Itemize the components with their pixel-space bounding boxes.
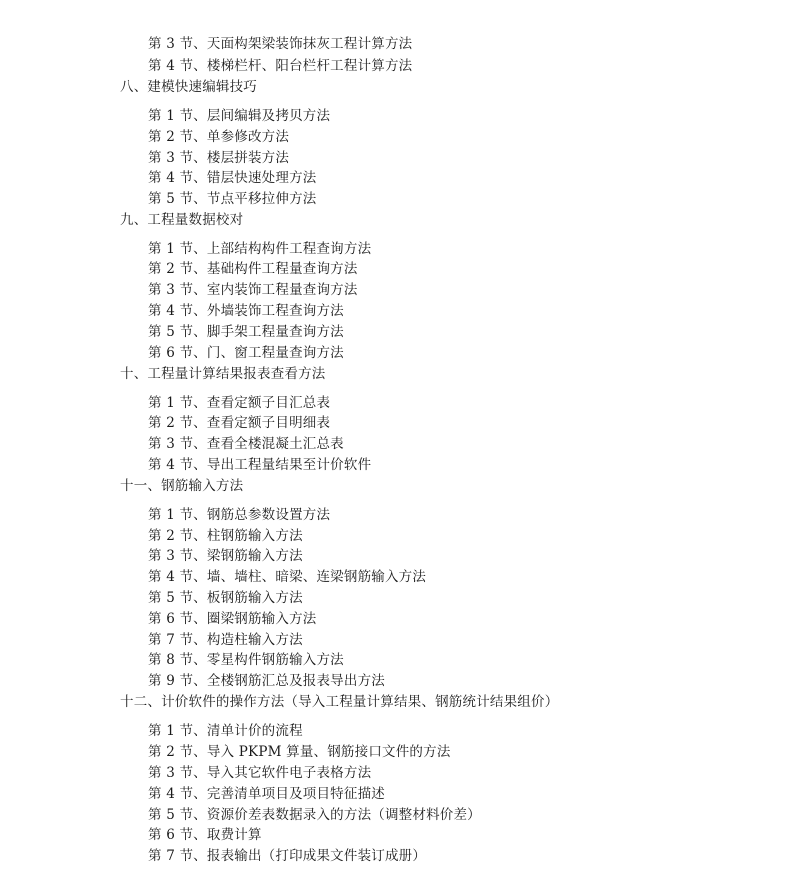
toc-section: 第 2 节、基础构件工程量查询方法: [148, 261, 358, 277]
toc-section: 第 3 节、室内装饰工程量查询方法: [148, 282, 358, 298]
toc-section: 第 3 节、天面构架梁装饰抹灰工程计算方法: [148, 36, 413, 52]
toc-section: 第 1 节、查看定额子目汇总表: [148, 395, 331, 411]
toc-section: 第 1 节、清单计价的流程: [148, 723, 303, 739]
toc-section: 第 8 节、零星构件钢筋输入方法: [148, 652, 344, 668]
toc-chapter: 十、工程量计算结果报表查看方法: [120, 366, 326, 382]
toc-section: 第 4 节、外墙装饰工程查询方法: [148, 303, 344, 319]
toc-section: 第 3 节、楼层拼装方法: [148, 150, 290, 166]
toc-section: 第 5 节、节点平移拉伸方法: [148, 191, 317, 207]
toc-section: 第 1 节、层间编辑及拷贝方法: [148, 108, 331, 124]
toc-chapter: 十二、计价软件的操作方法（导入工程量计算结果、钢筋统计结果组价）: [120, 694, 559, 710]
toc-section: 第 4 节、导出工程量结果至计价软件: [148, 457, 372, 473]
toc-section: 第 7 节、报表输出（打印成果文件装订成册）: [148, 848, 427, 864]
toc-section: 第 5 节、脚手架工程量查询方法: [148, 324, 344, 340]
toc-section: 第 2 节、查看定额子目明细表: [148, 415, 331, 431]
toc-section: 第 3 节、梁钢筋输入方法: [148, 548, 303, 564]
toc-section: 第 4 节、墙、墙柱、暗梁、连梁钢筋输入方法: [148, 569, 427, 585]
toc-chapter: 八、建模快速编辑技巧: [120, 79, 257, 95]
toc-section: 第 4 节、完善清单项目及项目特征描述: [148, 786, 385, 802]
toc-section: 第 9 节、全楼钢筋汇总及报表导出方法: [148, 673, 385, 689]
toc-section: 第 2 节、柱钢筋输入方法: [148, 528, 303, 544]
toc-section: 第 5 节、资源价差表数据录入的方法（调整材料价差）: [148, 807, 481, 823]
toc-section: 第 7 节、构造柱输入方法: [148, 632, 303, 648]
toc-section: 第 2 节、单参修改方法: [148, 129, 290, 145]
toc-section: 第 4 节、错层快速处理方法: [148, 170, 317, 186]
toc-section: 第 1 节、钢筋总参数设置方法: [148, 507, 331, 523]
toc-section: 第 2 节、导入 PKPM 算量、钢筋接口文件的方法: [148, 744, 451, 760]
toc-section: 第 6 节、门、窗工程量查询方法: [148, 345, 344, 361]
toc-section: 第 3 节、导入其它软件电子表格方法: [148, 765, 372, 781]
toc-section: 第 3 节、查看全楼混凝土汇总表: [148, 436, 344, 452]
toc-section: 第 5 节、板钢筋输入方法: [148, 590, 303, 606]
toc-section: 第 1 节、上部结构构件工程查询方法: [148, 241, 372, 257]
toc-section: 第 6 节、圈梁钢筋输入方法: [148, 611, 317, 627]
toc-section: 第 4 节、楼梯栏杆、阳台栏杆工程计算方法: [148, 58, 413, 74]
toc-section: 第 6 节、取费计算: [148, 827, 262, 843]
toc-chapter: 九、工程量数据校对: [120, 212, 244, 228]
toc-chapter: 十一、钢筋输入方法: [120, 478, 244, 494]
